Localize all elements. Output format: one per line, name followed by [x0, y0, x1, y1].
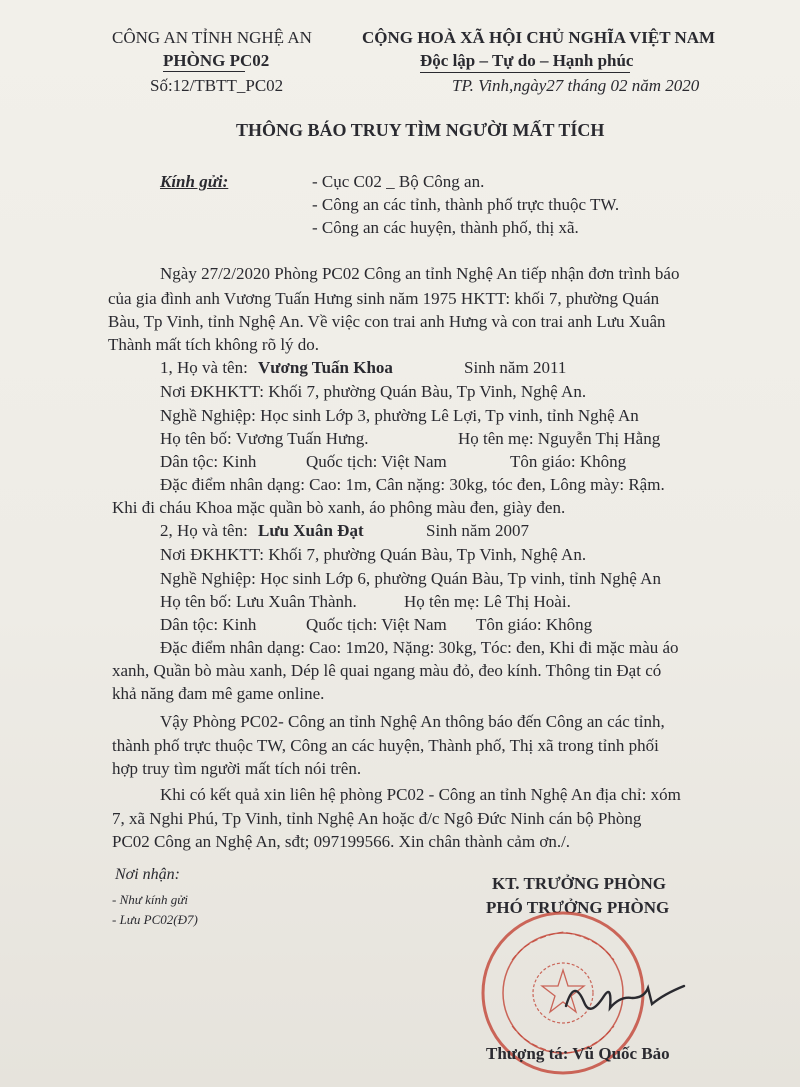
agency-line-1: CÔNG AN TỈNH NGHỆ AN [112, 28, 312, 47]
person1-religion: Tôn giáo: Không [510, 452, 627, 471]
contact-line: Khi có kết quả xin liên hệ phòng PC02 - Công an tỉnh Nghệ An địa chỉ: xóm [160, 785, 681, 804]
signature-title-2: PHÓ TRƯỞNG PHÒNG [486, 898, 670, 917]
recipient-item: - Cục C02 _ Bộ Công an. [312, 172, 485, 191]
person1-ethnicity: Dân tộc: Kinh [160, 452, 257, 471]
motto: Độc lập – Tự do – Hạnh phúc [420, 51, 634, 70]
person1-name: Vương Tuấn Khoa [258, 358, 393, 377]
signature-title-1: KT. TRƯỞNG PHÒNG [492, 874, 666, 893]
request-line: Vậy Phòng PC02- Công an tỉnh Nghệ An thông báo đến Công an các tỉnh, [160, 712, 665, 731]
signer-name: Thượng tá: Vũ Quốc Bảo [486, 1044, 670, 1063]
handwritten-signature-icon [560, 968, 690, 1028]
contact-line: PC02 Công an Nghệ An, sđt; 097199566. Xin chân thành cảm ơn./. [112, 832, 571, 851]
nation-name: CỘNG HOÀ XÃ HỘI CHỦ NGHĨA VIỆT NAM [362, 28, 716, 47]
contact-line: 7, xã Nghi Phú, Tp Vinh, tỉnh Nghệ An hoặc đ/c Ngô Đức Ninh cán bộ Phòng [112, 809, 642, 828]
person2-residence: Nơi ĐKHKTT: Khối 7, phường Quán Bàu, Tp Vinh, Nghệ An. [160, 545, 587, 564]
intro-line: Bàu, Tp Vinh, tỉnh Nghệ An. Về việc con trai anh Hưng và con trai anh Lưu Xuân [108, 312, 666, 331]
person2-features: Đặc điểm nhân dạng: Cao: 1m20, Nặng: 30kg, Tóc: đen, Khi đi mặc màu áo [160, 638, 679, 657]
intro-line: Thành mất tích không rõ lý do. [108, 335, 320, 354]
person2-ethnicity: Dân tộc: Kinh [160, 615, 257, 634]
person2-birth: Sinh năm 2007 [426, 521, 529, 540]
person2-religion: Tôn giáo: Không [476, 615, 593, 634]
place-date: TP. Vinh,ngày27 tháng 02 năm 2020 [452, 76, 700, 95]
person1-birth: Sinh năm 2011 [464, 358, 567, 377]
person2-name-label: 2, Họ và tên: [160, 521, 248, 540]
person2-father: Họ tên bố: Lưu Xuân Thành. [160, 592, 357, 611]
recipient-item: - Công an các tỉnh, thành phố trực thuộc TW. [312, 195, 620, 214]
person1-nationality: Quốc tịch: Việt Nam [306, 452, 447, 471]
person2-occupation: Nghề Nghiệp: Học sinh Lớp 6, phường Quán Bàu, Tp vinh, tỉnh Nghệ An [160, 569, 661, 588]
person2-name: Lưu Xuân Đạt [258, 521, 364, 540]
motto-underline [420, 72, 630, 73]
distribution-item: - Như kính gửi [112, 892, 188, 907]
person1-name-label: 1, Họ và tên: [160, 358, 248, 377]
agency-underline [163, 71, 245, 72]
person1-residence: Nơi ĐKHKTT: Khối 7, phường Quán Bàu, Tp Vinh, Nghệ An. [160, 382, 587, 401]
person1-occupation: Nghề Nghiệp: Học sinh Lớp 3, phường Lê Lợi, Tp vinh, tỉnh Nghệ An [160, 406, 639, 425]
document-title: THÔNG BÁO TRUY TÌM NGƯỜI MẤT TÍCH [236, 120, 605, 140]
person2-mother: Họ tên mẹ: Lê Thị Hoài. [404, 592, 571, 611]
doc-number: Số:12/TBTT_PC02 [150, 76, 284, 95]
person1-father: Họ tên bố: Vương Tuấn Hưng. [160, 429, 369, 448]
distribution-item: - Lưu PC02(Đ7) [112, 912, 198, 927]
person1-features: Đặc điểm nhân dạng: Cao: 1m, Cân nặng: 30kg, tóc đen, Lông mày: Rậm. [160, 475, 665, 494]
person1-features: Khi đi cháu Khoa mặc quần bò xanh, áo phông màu đen, giày đen. [112, 498, 566, 517]
agency-line-2: PHÒNG PC02 [163, 51, 270, 70]
request-line: hợp truy tìm người mất tích nói trên. [112, 759, 362, 778]
person1-mother: Họ tên mẹ: Nguyễn Thị Hằng [458, 429, 661, 448]
person2-features: khả năng đam mê game online. [112, 684, 325, 703]
distribution-label: Nơi nhận: [115, 866, 180, 883]
recipients-label: Kính gửi: [160, 172, 229, 191]
recipient-item: - Công an các huyện, thành phố, thị xã. [312, 218, 579, 237]
person2-features: xanh, Quần bò màu xanh, Dép lê quai ngang màu đỏ, đeo kính. Thông tin Đạt có [112, 661, 662, 680]
intro-line: của gia đình anh Vương Tuấn Hưng sinh năm 1975 HKTT: khối 7, phường Quán [108, 289, 660, 308]
request-line: thành phố trực thuộc TW, Công an các huyện, Thành phố, Thị xã trong tỉnh phối [112, 736, 659, 755]
person2-nationality: Quốc tịch: Việt Nam [306, 615, 447, 634]
intro-line: Ngày 27/2/2020 Phòng PC02 Công an tỉnh Nghệ An tiếp nhận đơn trình báo [160, 264, 680, 283]
